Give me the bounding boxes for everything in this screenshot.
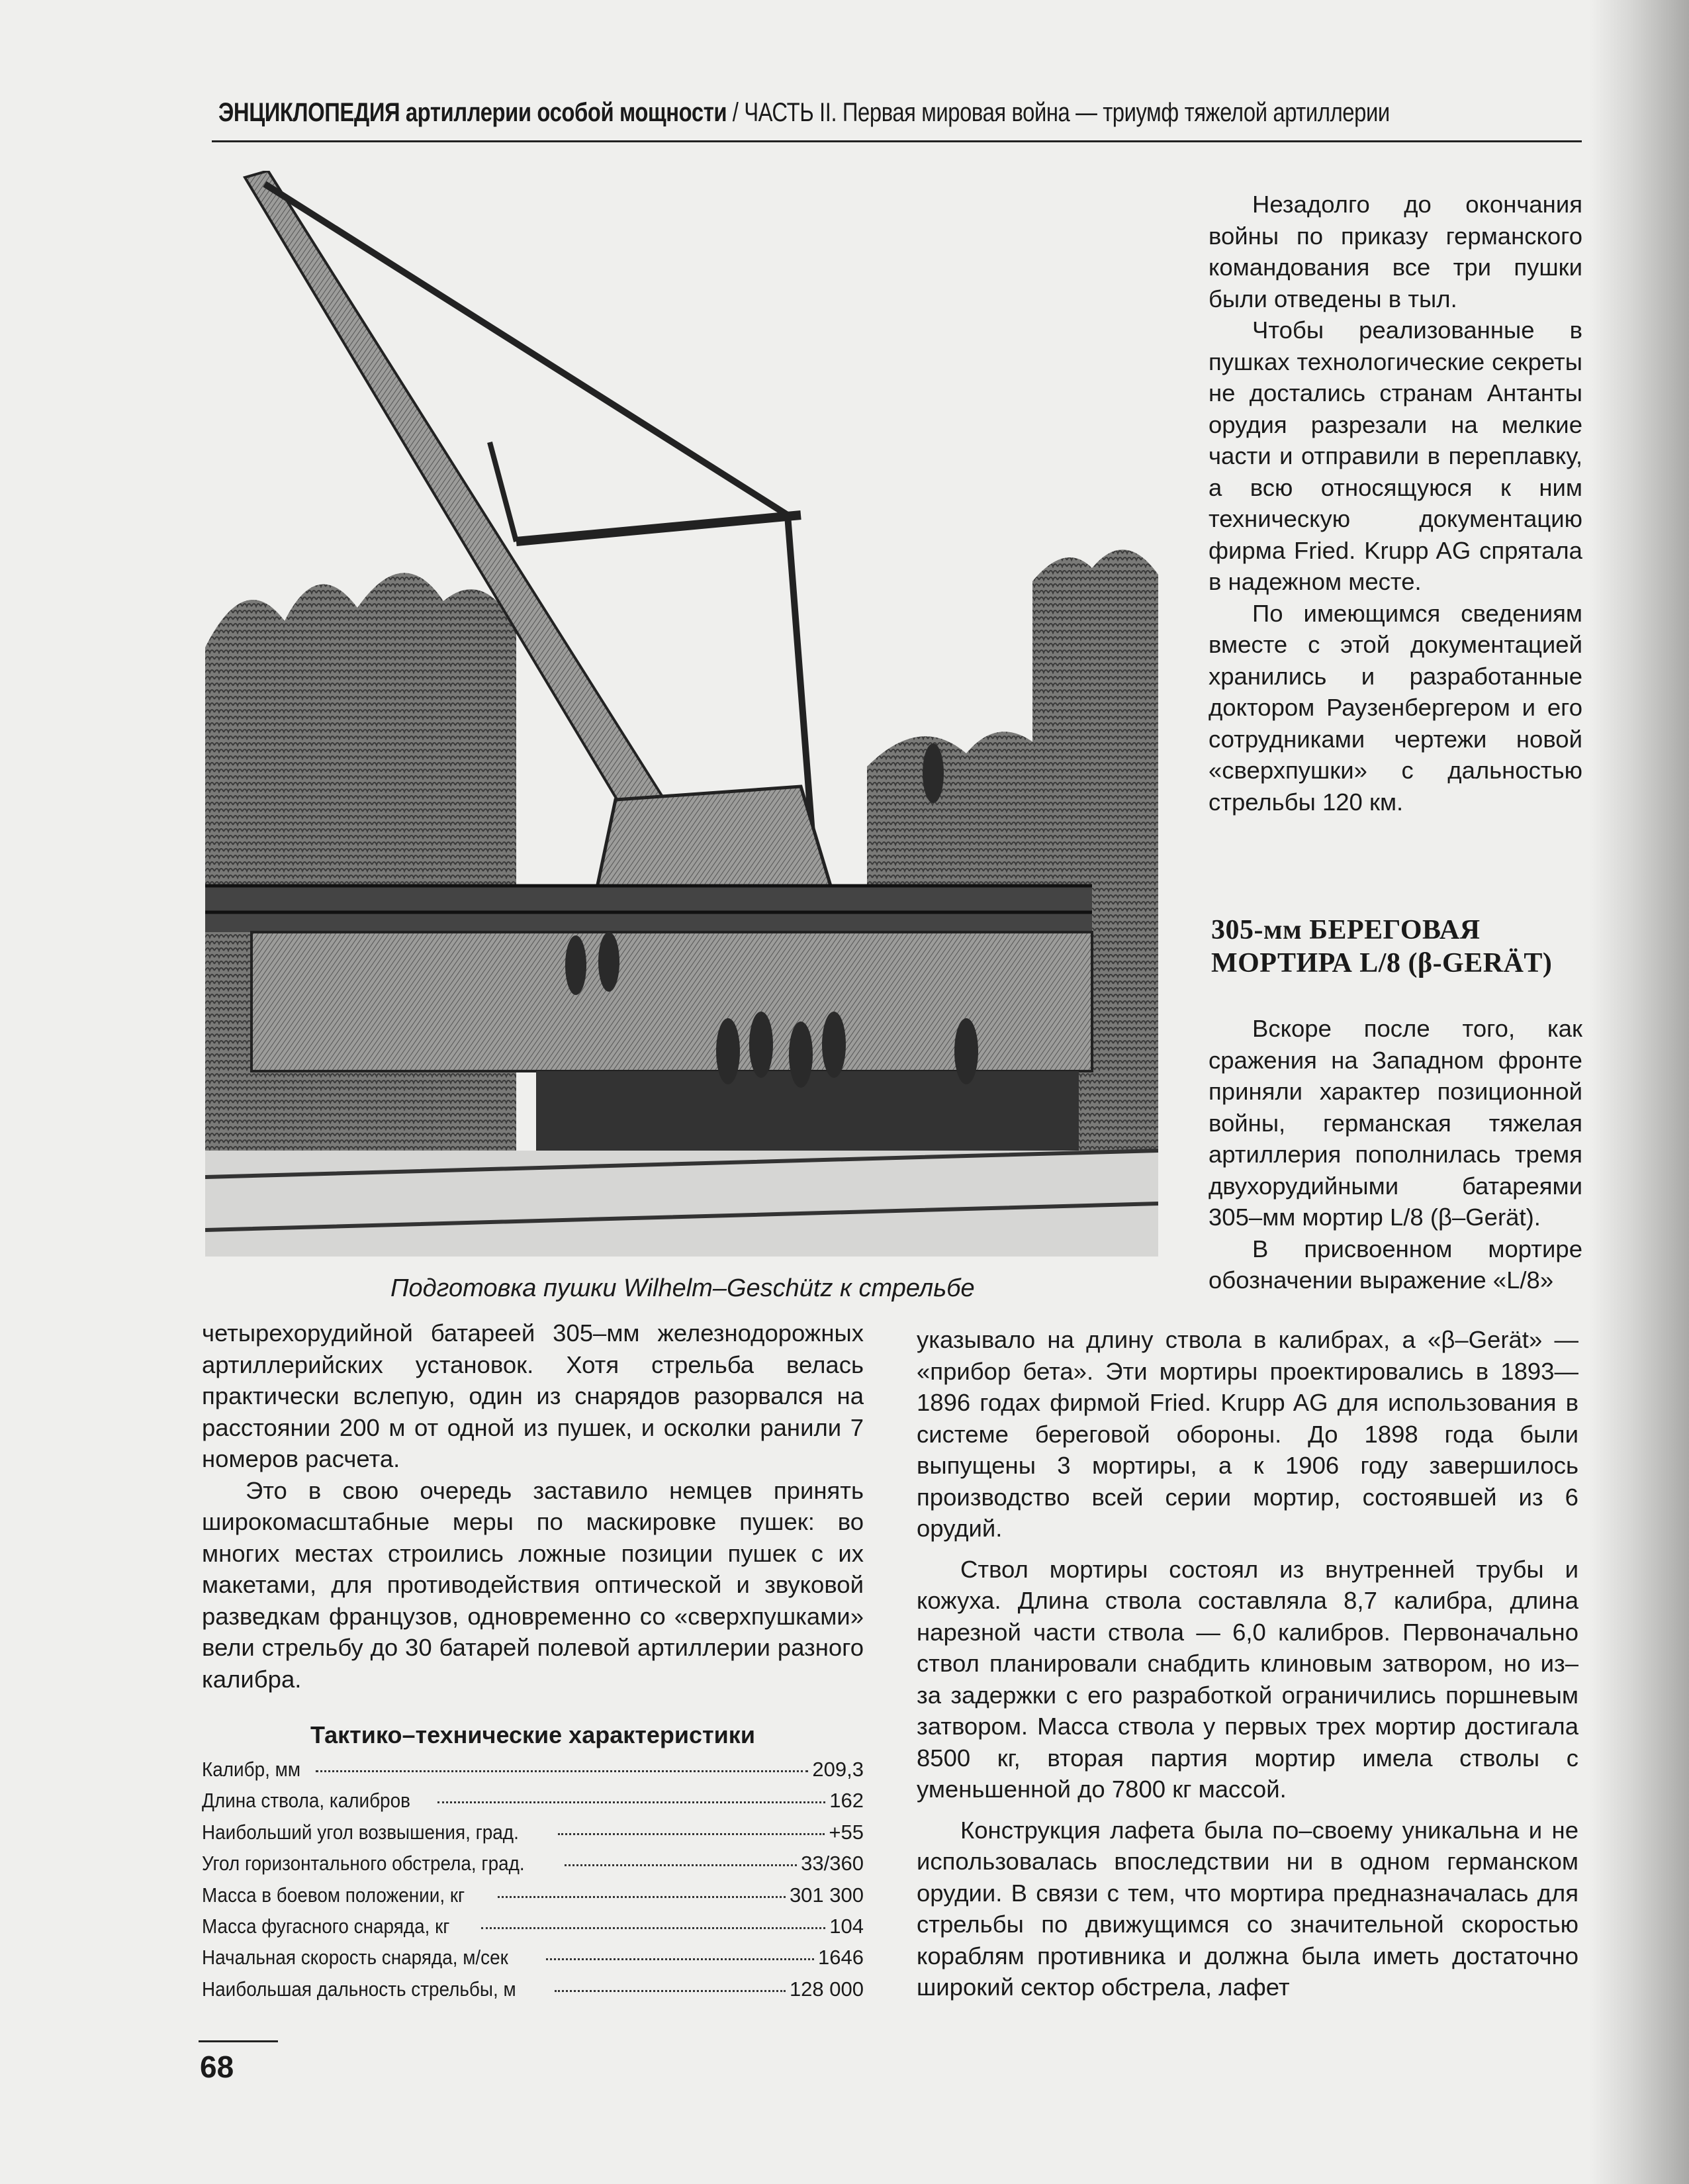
bogies bbox=[536, 1071, 1079, 1151]
section-heading bbox=[1211, 914, 1552, 980]
header-rule bbox=[212, 140, 1582, 142]
spec-label: Начальная скорость снаряда, м/сек bbox=[202, 1946, 508, 1970]
spec-label: Наибольшая дальность стрельбы, м bbox=[202, 1977, 516, 2001]
section-intro bbox=[1209, 1013, 1582, 1296]
spec-label: Масса фугасного снаряда, кг bbox=[202, 1914, 450, 1938]
folio-rule bbox=[199, 2040, 278, 2042]
right-column-bottom bbox=[917, 1324, 1578, 2003]
paragraph: Это в свою очередь заставило немцев принять широкомасштабные меры по маскировке пушек: во многих местах строились ложные позиции пушек с их макетами, для противодействия оптической и звуковой разведкам французов, одновременно со «сверхпушками» вели стрельбу до 30 батарей полевой артиллерии разного калибра. bbox=[202, 1476, 864, 1693]
left-column-bottom bbox=[202, 1317, 864, 1695]
right-column-top bbox=[1209, 189, 1582, 818]
spec-row bbox=[202, 1758, 864, 1789]
specs-title: Тактико–технические характеристики bbox=[310, 1721, 755, 1748]
spec-value: +55 bbox=[829, 1820, 864, 1844]
spec-label: Масса в боевом положении, кг bbox=[202, 1883, 465, 1907]
spec-value: 301 300 bbox=[789, 1883, 864, 1907]
spec-value: 33/360 bbox=[801, 1852, 864, 1875]
railway-gun-illustration bbox=[205, 171, 1158, 1257]
spec-row bbox=[202, 1946, 864, 1977]
running-head-bold: ЭНЦИКЛОПЕДИЯ артиллерии особой мощности bbox=[218, 98, 727, 127]
figure-caption: Подготовка пушки Wilhelm–Geschütz к стрельбе bbox=[390, 1274, 975, 1302]
paragraph: Ствол мортиры состоял из внутренней трубы и кожуха. Длина ствола составляла 8,7 калибра, длина нарезной части ствола — 6,0 калибров. Первоначально ствол планировали снабдить клиновым затвором, но из–за задержки с его разработкой ограничились поршневым затвором. Масса ствола у первых трех мортир достигала 8500 кг, вторая партия мортир имела стволы с уменьшенной до 7800 кг массой. bbox=[917, 1555, 1578, 1803]
spec-value: 128 000 bbox=[789, 1977, 864, 2001]
page-number: 68 bbox=[200, 2050, 234, 2084]
spec-value: 1646 bbox=[818, 1946, 864, 1970]
specs-table bbox=[202, 1758, 864, 2009]
paragraph: четырехорудийной батареей 305–мм железнодорожных артиллерийских установок. Хотя стрельба велась практически вслепую, один из снарядов разорвался на расстоянии 200 м от одной из пушек, и осколки ранили 7 номеров расчета. bbox=[202, 1319, 864, 1472]
spec-row bbox=[202, 1821, 864, 1852]
spec-row bbox=[202, 1977, 864, 2009]
paragraph: Незадолго до окончания войны по приказу германского командования все три пушки были отведены в тыл. bbox=[1209, 191, 1582, 312]
paragraph: В присвоенном мортире обозначении выражение «L/8» bbox=[1209, 1235, 1582, 1294]
spec-value: 162 bbox=[829, 1789, 864, 1813]
spec-row bbox=[202, 1852, 864, 1883]
section-heading-line: 305-мм БЕРЕГОВАЯ bbox=[1211, 915, 1481, 945]
spec-label: Наибольший угол возвышения, град. bbox=[202, 1820, 519, 1844]
trees-left bbox=[205, 573, 516, 1177]
spec-value: 209,3 bbox=[812, 1758, 864, 1781]
paragraph: указывало на длину ствола в калибрах, а «β–Gerät» — «прибор бета». Эти мортиры проектировались в 1893—1896 годах фирмой Fried. Krupp AG для использования в системе береговой обороны. До 1898 года были выпущены 3 мортиры, а к 1906 году завершилось производство всей серии мортир, состоявшей из 6 орудий. bbox=[917, 1326, 1578, 1542]
spec-value: 104 bbox=[829, 1914, 864, 1938]
spec-row bbox=[202, 1883, 864, 1915]
spec-label: Длина ствола, калибров bbox=[202, 1789, 410, 1813]
paragraph: Чтобы реализованные в пушках технологические секреты не достались странам Антанты орудия разрезали на мелкие части и отправили в переплавку, а всю относящуюся к ним техническую документацию фирма Fried. Krupp AG спрятала в надежном месте. bbox=[1209, 316, 1582, 595]
paragraph: Вскоре после того, как сражения на Западном фронте приняли характер позиционной войны, германская тяжелая артиллерия пополнилась тремя двухорудийными батареями 305–мм мортир L/8 (β–Gerät). bbox=[1209, 1015, 1582, 1231]
running-head-rest: / ЧАСТЬ II. Первая мировая война — триумф тяжелой артиллерии bbox=[727, 98, 1390, 127]
page-gutter-shadow bbox=[1590, 0, 1689, 2184]
spec-row bbox=[202, 1789, 864, 1820]
paragraph: По имеющимся сведениям вместе с этой документацией хранились и разработанные доктором Раузенбергером и его сотрудниками чертежи новой «сверхпушки» с дальностью стрельбы 120 км. bbox=[1209, 599, 1582, 816]
spec-label: Угол горизонтального обстрела, град. bbox=[202, 1852, 525, 1875]
spec-row bbox=[202, 1915, 864, 1946]
spec-label: Калибр, мм bbox=[202, 1758, 301, 1781]
carriage-deck bbox=[205, 886, 1092, 932]
section-heading-line: МОРТИРА L/8 (β-GERÄT) bbox=[1211, 948, 1553, 978]
paragraph: Конструкция лафета была по–своему уникальна и не использовалась впоследствии ни в одном германском орудии. В связи с тем, что мортира предназначалась для стрельбы по движущимся со значительной скоростью кораблям противника и должна была иметь достаточно широкий сектор обстрела, лафет bbox=[917, 1816, 1578, 2001]
running-head bbox=[218, 98, 1390, 128]
